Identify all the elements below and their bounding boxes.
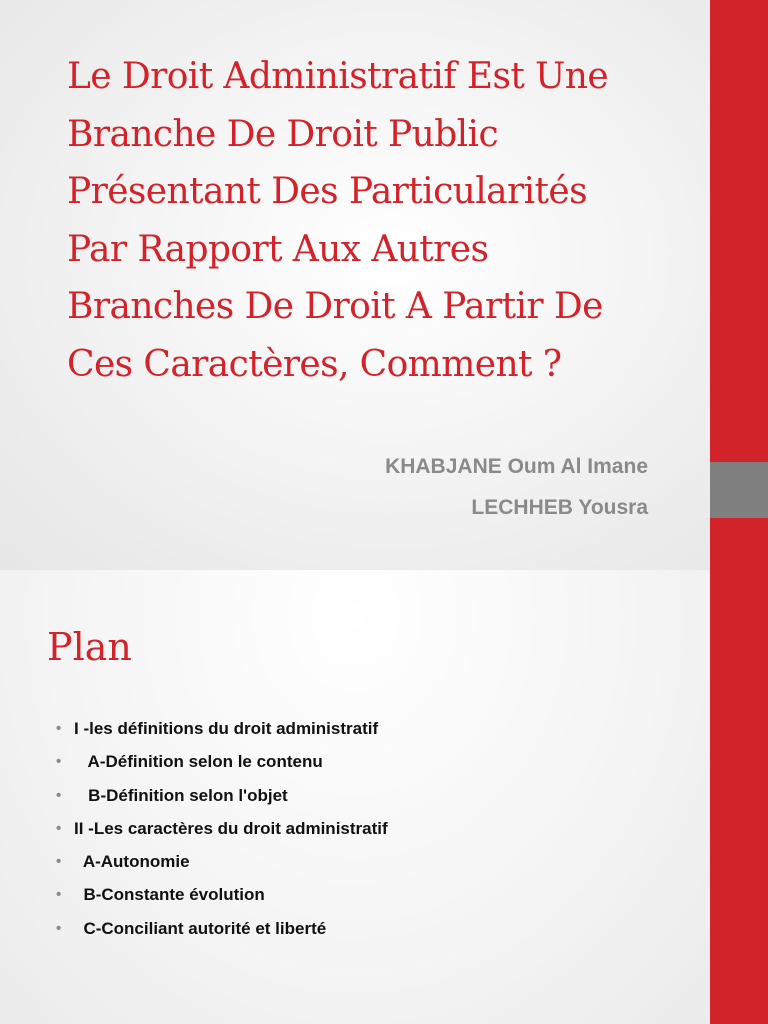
plan-item-text: I -les définitions du droit administratif	[74, 719, 379, 738]
plan-item	[56, 845, 388, 878]
plan-item-text: B-Constante évolution	[74, 885, 265, 905]
plan-item	[56, 812, 388, 845]
plan-item-text: B-Définition selon l'objet	[74, 785, 288, 805]
bullet-icon: •	[56, 886, 62, 904]
plan-item	[56, 745, 388, 778]
title-line: Ces Caractères, Comment ?	[67, 343, 562, 385]
title-line: Présentant Des Particularités	[67, 171, 587, 212]
bullet-icon: •	[56, 786, 62, 804]
title-line: Branches De Droit A Partir De	[67, 286, 603, 327]
bullet-icon: •	[56, 753, 62, 771]
title-line: Branche De Droit Public	[67, 113, 499, 155]
plan-title: Plan	[47, 625, 132, 669]
plan-list	[56, 712, 388, 945]
bullet-icon: •	[56, 720, 62, 737]
grey-accent-tab	[710, 462, 768, 518]
plan-item-text: C-Conciliant autorité et liberté	[74, 918, 327, 938]
plan-item	[56, 912, 388, 945]
plan-item-text: II -Les caractères du droit administratif	[74, 818, 388, 838]
author-name: KHABJANE Oum Al Imane	[385, 455, 648, 478]
plan-item-text: A-Autonomie	[74, 852, 190, 872]
plan-item	[56, 712, 388, 745]
title-line: Par Rapport Aux Autres	[67, 228, 489, 270]
plan-item	[56, 878, 388, 911]
authors	[385, 446, 648, 528]
plan-item-text: A-Définition selon le contenu	[74, 752, 323, 772]
title-line: Le Droit Administratif Est Une	[67, 56, 609, 97]
bullet-icon: •	[56, 819, 62, 837]
plan-item	[56, 779, 388, 812]
plan-slide	[0, 570, 710, 1024]
author-name: LECHHEB Yousra	[471, 496, 648, 519]
bullet-icon: •	[56, 853, 62, 871]
bullet-icon: •	[56, 919, 62, 937]
slide-title	[67, 48, 687, 393]
